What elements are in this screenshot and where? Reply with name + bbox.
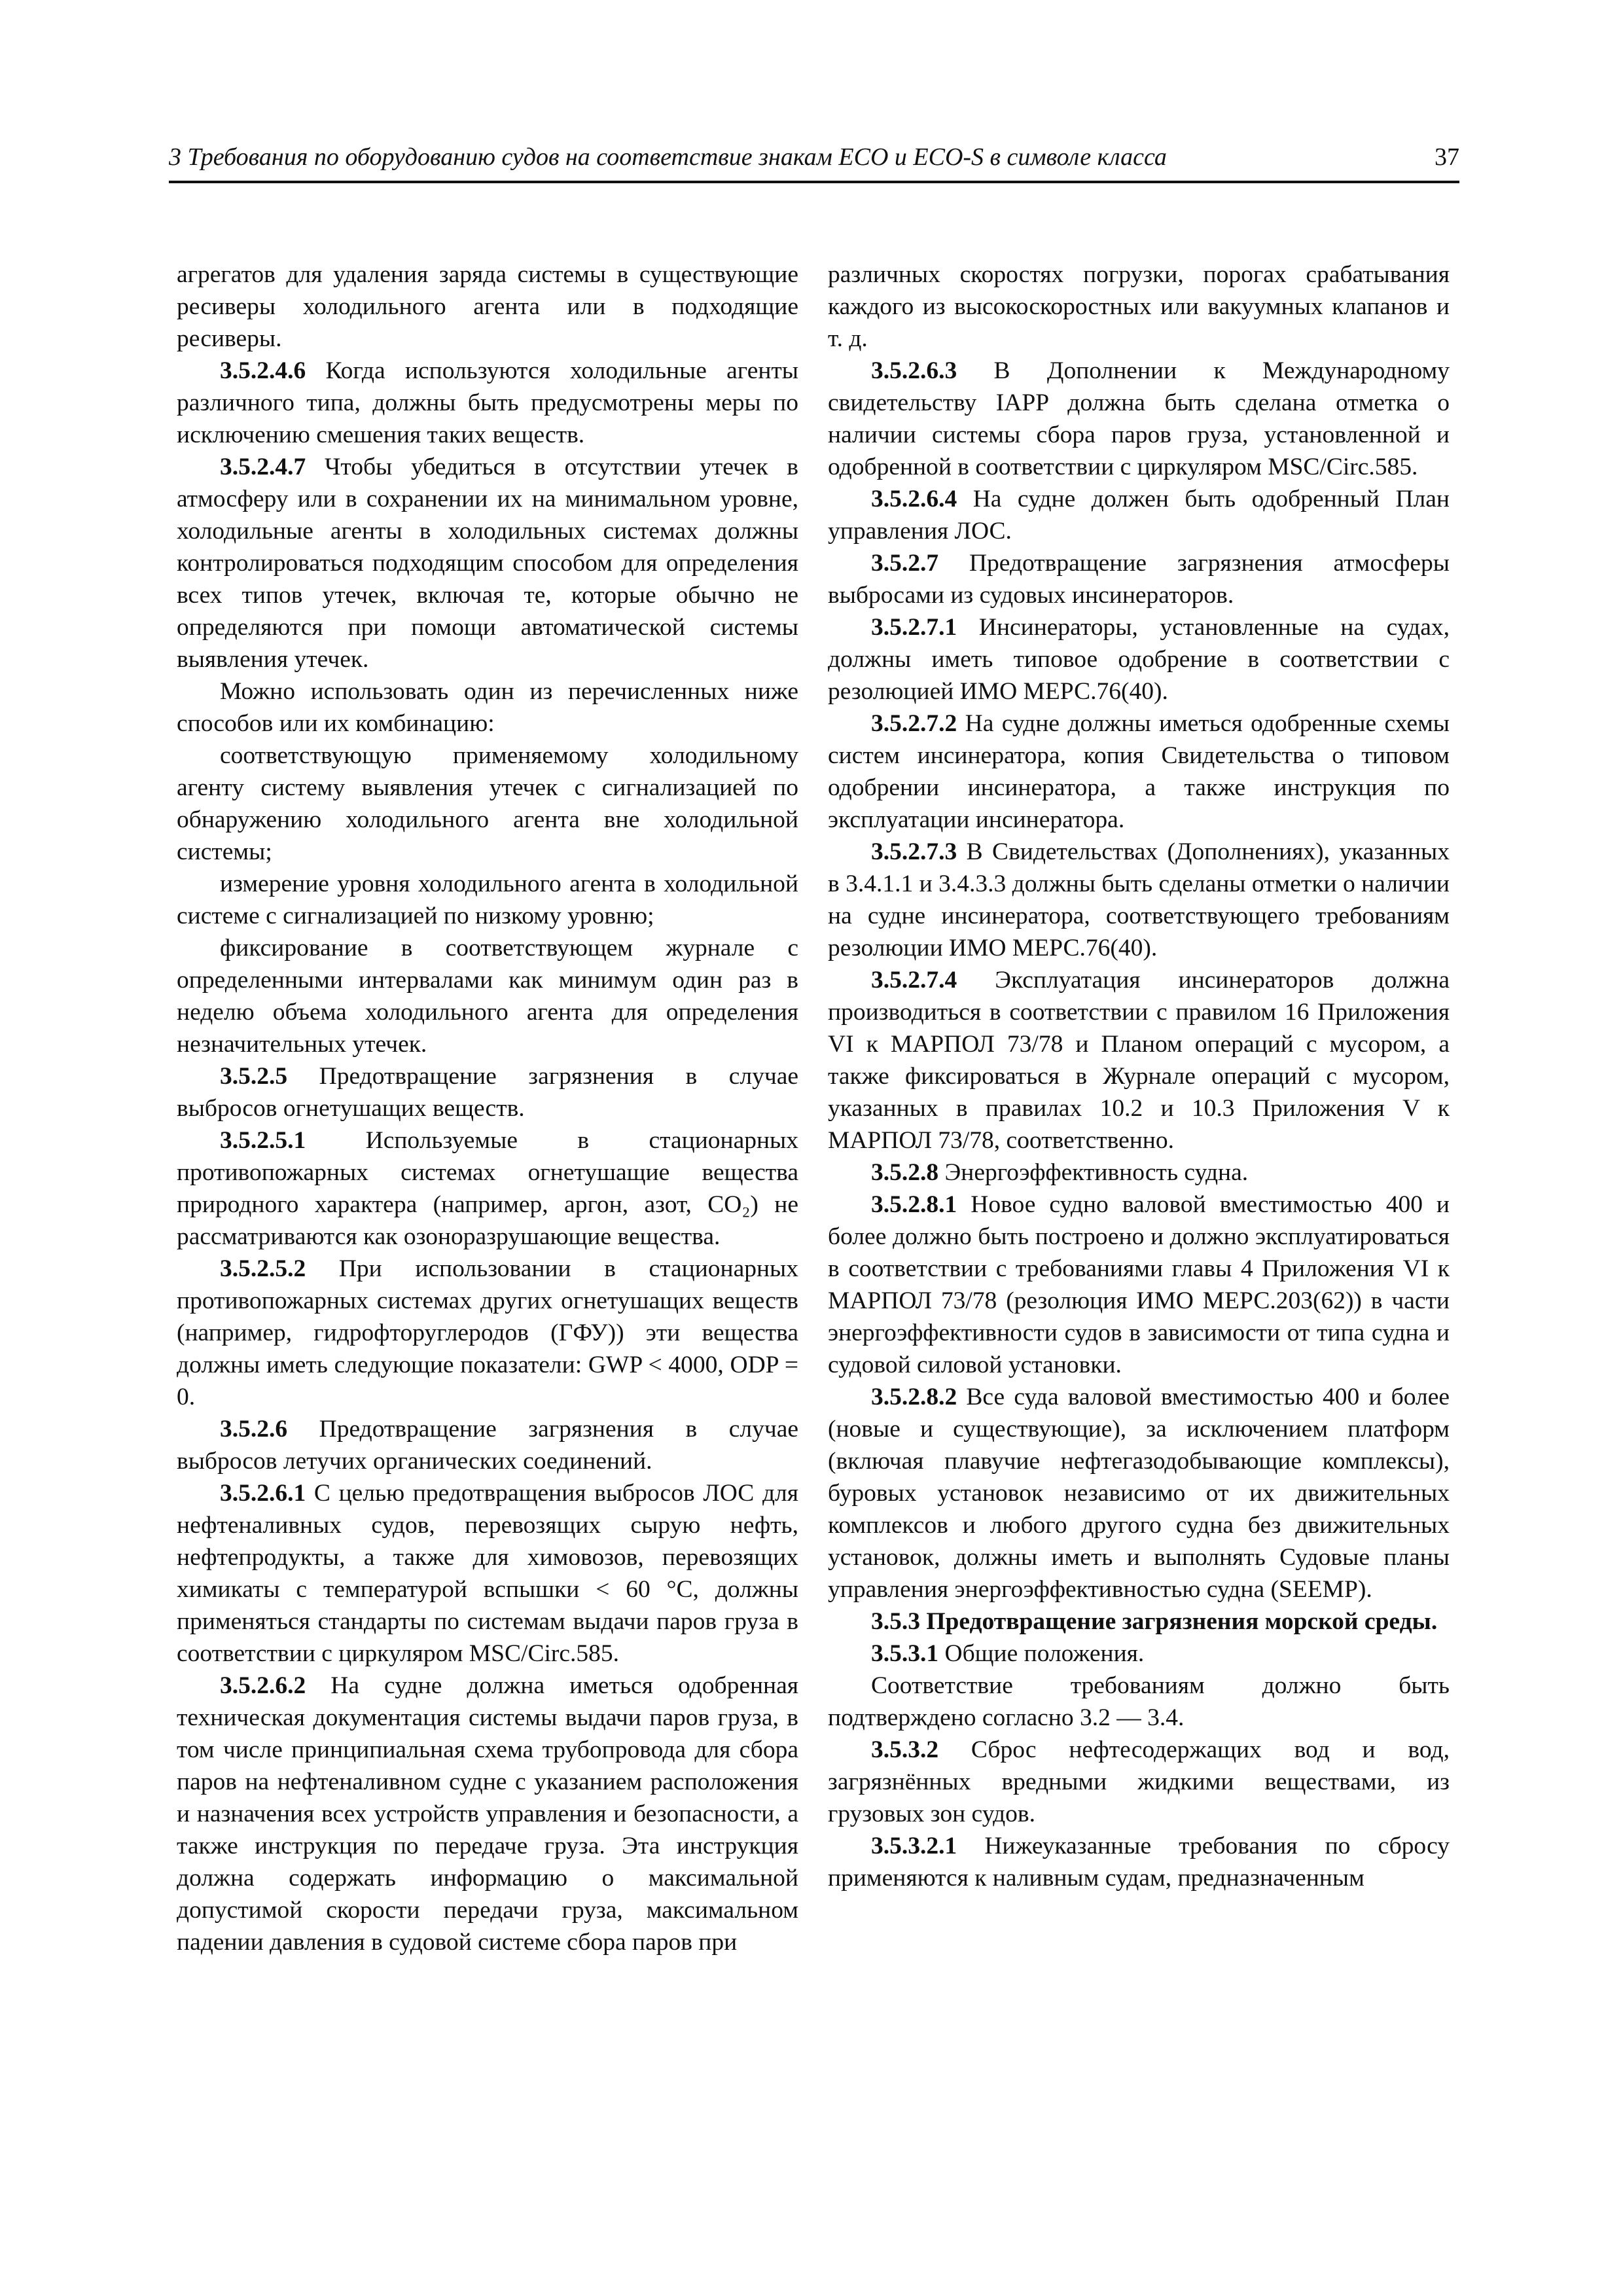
paragraph: 3.5.3.2.1 Нижеуказанные требования по сбросу применяются к наливным судам, предназначенным (828, 1833, 1450, 1892)
paragraph: 3.5.2.6 Предотвращение загрязнения в случае выбросов летучих органических соединений. (177, 1416, 798, 1475)
paragraph: 3.5.2.6.1 С целью предотвращения выбросов ЛОС для нефтеналивных судов, перевозящих сырую нефть, нефтепродукты, а также для химовозов, перевозящих химикаты с температурой вспышки < 60 °С, должны применяться стандарты по системам выдачи паров груза в соответствии с циркуляром MSC/Circ.585. (177, 1480, 798, 1667)
paragraph: 3.5.2.5 Предотвращение загрязнения в случае выбросов огнетушащих веществ. (177, 1063, 798, 1122)
clause-number: 3.5.2.7 (871, 550, 939, 577)
clause-number: 3.5.2.4.6 (220, 357, 306, 384)
clause-number: 3.5.3 (871, 1608, 920, 1635)
clause-number: 3.5.3.2 (871, 1736, 939, 1763)
paragraph: 3.5.2.5.1 Используемые в стационарных противопожарных системах огнетушащие вещества природного характера (например, аргон, азот, CO₂) не рассматриваются как озоноразрушающие вещества. (177, 1127, 798, 1250)
paragraph: 3.5.2.4.6 Когда используются холодильные агенты различного типа, должны быть предусмотрены меры по исключению смешения таких веществ. (177, 357, 798, 448)
paragraph: 3.5.2.7 Предотвращение загрязнения атмосферы выбросами из судовых инсинераторов. (828, 550, 1450, 609)
paragraph: 3.5.2.8 Энергоэффективность судна. (871, 1159, 1249, 1186)
paragraph: 3.5.2.6.3 В Дополнении к Международному свидетельству IAPP должна быть сделана отметка о наличии системы сбора паров груза, установленной и одобренной в соответствии с циркуляром MSC/Circ.585. (828, 357, 1450, 480)
page-number: 37 (1435, 143, 1459, 171)
clause-number: 3.5.3.2.1 (871, 1833, 957, 1859)
clause-number: 3.5.2.7.1 (871, 614, 957, 641)
paragraph: 3.5.2.7.4 Эксплуатация инсинераторов должна производиться в соответствии с правилом 16 Приложения VI к МАРПОЛ 73/78 и Планом операций с мусором, а также фиксироваться в Журнале операций с мусором, указанных в правилах 10.2 и 10.3 Приложения V к МАРПОЛ 73/78, соответственно. (828, 967, 1450, 1154)
clause-number: 3.5.2.8 (871, 1159, 939, 1186)
clause-number: 3.5.2.4.7 (220, 454, 306, 480)
clause-number: 3.5.3.1 (871, 1640, 939, 1667)
clause-number: 3.5.2.6 (220, 1416, 288, 1443)
paragraph: Можно использовать один из перечисленных ниже способов или их комбинацию: (177, 678, 798, 737)
paragraph: 3.5.2.7.1 Инсинераторы, установленные на судах, должны иметь типовое одобрение в соответствии с резолюцией ИМО МЕРС.76(40). (828, 614, 1450, 705)
clause-number: 3.5.2.7.3 (871, 838, 957, 865)
clause-number: 3.5.2.6.2 (220, 1672, 306, 1699)
paragraph: Соответствие требованиям должно быть подтверждено согласно 3.2 — 3.4. (828, 1672, 1450, 1731)
clause-number: 3.5.2.8.1 (871, 1191, 957, 1218)
running-header-title: 3 Требования по оборудованию судов на соответствие знакам ЕСО и ЕСО-S в символе класса (169, 143, 1167, 171)
section-heading: 3.5.3 Предотвращение загрязнения морской среды. (871, 1608, 1438, 1635)
clause-number: 3.5.2.6.4 (871, 486, 957, 512)
paragraph: 3.5.2.7.2 На судне должны иметься одобренные схемы систем инсинератора, копия Свидетельства о типовом одобрении инсинератора, а также инструкция по эксплуатации инсинератора. (828, 710, 1450, 833)
paragraph: 3.5.3.2 Сброс нефтесодержащих вод и вод, загрязнённых вредными жидкими веществами, из грузовых зон судов. (828, 1736, 1450, 1827)
list-item: соответствующую применяемому холодильному агенту систему выявления утечек с сигнализацией по обнаружению холодильного агента вне холодильной системы; (177, 742, 798, 865)
paragraph: 3.5.2.6.2 На судне должна иметься одобренная техническая документация системы выдачи паров груза, в том числе принципиальная схема трубопровода для сбора паров на нефтеналивном судне с указанием расположения и назначения всех устройств управления и безопасности, а также инструкция по передаче груза. Эта инструкция должна содержать информацию о максимальной допустимой скорости передачи груза, максимальном падении давления в судовой системе сбора паров при (177, 1672, 798, 1956)
clause-number: 3.5.2.8.2 (871, 1384, 957, 1410)
clause-number: 3.5.2.5 (220, 1063, 288, 1090)
clause-number: 3.5.2.6.3 (871, 357, 957, 384)
right-column (828, 259, 1450, 1894)
paragraph: 3.5.2.6.4 На судне должен быть одобренный План управления ЛОС. (828, 486, 1450, 545)
paragraph: 3.5.2.4.7 Чтобы убедиться в отсутствии утечек в атмосферу или в сохранении их на минимальном уровне, холодильные агенты в холодильных системах должны контролироваться подходящим способом для определения всех типов утечек, включая те, которые обычно не определяются при помощи автоматической системы выявления утечек. (177, 454, 798, 673)
left-column (177, 259, 798, 1958)
paragraph: 3.5.2.8.1 Новое судно валовой вместимостью 400 и более должно быть построено и должно эксплуатироваться в соответствии с требованиями главы 4 Приложения VI к МАРПОЛ 73/78 (резолюция ИМО МЕРС.203(62)) в части энергоэффективности судов в зависимости от типа судна и судовой силовой установки. (828, 1191, 1450, 1378)
paragraph: агрегатов для удаления заряда системы в существующие ресиверы холодильного агента или в подходящие ресиверы. (177, 261, 798, 352)
paragraph: 3.5.2.7.3 В Свидетельствах (Дополнениях), указанных в 3.4.1.1 и 3.4.3.3 должны быть сделаны отметки о наличии на судне инсинератора, соответствующего требованиям резолюции ИМО МЕРС.76(40). (828, 838, 1450, 961)
clause-number: 3.5.2.5.2 (220, 1255, 306, 1282)
paragraph: 3.5.3.1 Общие положения. (871, 1640, 1145, 1667)
list-item: фиксирование в соответствующем журнале с определенными интервалами как минимум один раз в неделю объема холодильного агента для определения незначительных утечек. (177, 935, 798, 1058)
clause-number: 3.5.2.6.1 (220, 1480, 306, 1507)
paragraph: 3.5.2.8.2 Все суда валовой вместимостью 400 и более (новые и существующие), за исключением платформ (включая плавучие нефтегазодобывающие комплексы), буровых установок независимо от их движительных комплексов и любого другого судна без движительных установок, должны иметь и выполнять Судовые планы управления энергоэффективностью судна (SEEMP). (828, 1384, 1450, 1603)
clause-number: 3.5.2.5.1 (220, 1127, 306, 1154)
list-item: измерение уровня холодильного агента в холодильной системе с сигнализацией по низкому уровню; (177, 870, 798, 929)
paragraph: 3.5.2.5.2 При использовании в стационарных противопожарных системах других огнетушащих веществ (например, гидрофторуглеродов (ГФУ)) эти вещества должны иметь следующие показатели: GWP < 4000, ODP = 0. (177, 1255, 798, 1410)
clause-number: 3.5.2.7.4 (871, 967, 957, 994)
running-header (169, 140, 1459, 183)
paragraph: различных скоростях погрузки, порогах срабатывания каждого из высокоскоростных или вакуумных клапанов и т. д. (828, 261, 1450, 352)
clause-number: 3.5.2.7.2 (871, 710, 957, 737)
